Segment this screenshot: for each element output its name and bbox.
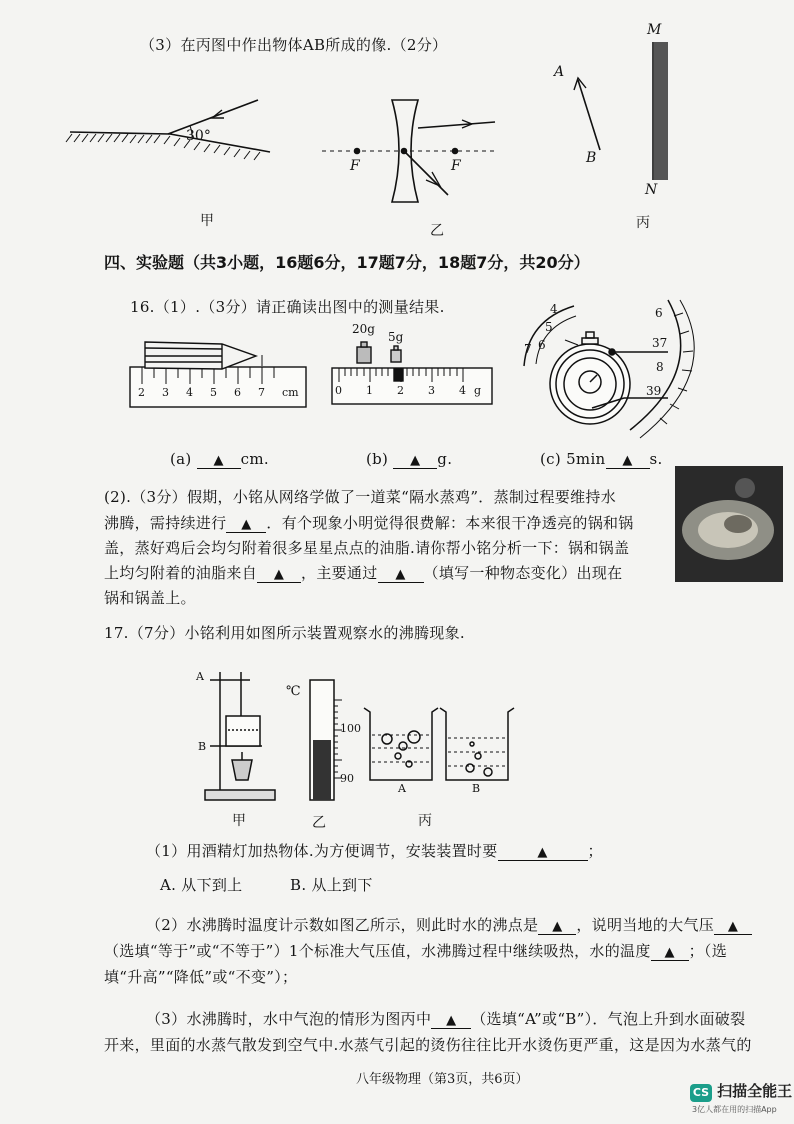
dial-big-6: 6 (655, 306, 663, 320)
mirror-n-label: N (645, 182, 658, 198)
figure-17-jia-stand (205, 672, 275, 800)
q17-option-b: B. 从上到下 (290, 876, 373, 894)
beaker-a-label: A (398, 782, 406, 795)
figure-17-yi-thermometer (310, 680, 342, 800)
figure-yi-lens (322, 100, 498, 202)
photo-steamed-chicken (675, 466, 783, 582)
q17-part1: （1）用酒精灯加热物体.为方便调节，安装装置时要 ▲ ； (146, 842, 603, 860)
point-a-label: A (554, 64, 565, 80)
camscanner-tagline: 3亿人都在用的扫描App (692, 1105, 777, 1114)
thermometer-90: 90 (340, 772, 354, 785)
focus-left-label: F (350, 158, 360, 174)
figure-label-jia: 甲 (200, 213, 214, 229)
beaker-b-label: B (472, 782, 481, 795)
weight-5g-label: 5g (388, 330, 404, 344)
answer-16c: (c) 5min ▲ s. (540, 450, 663, 468)
stand-label-b: B (198, 740, 207, 753)
q16-2-line1: (2).（3分）假期，小铭从网络学做了一道菜“隔水蒸鸡”．蒸制过程要维持水 (104, 488, 616, 506)
figure-17-label-bing: 丙 (418, 813, 432, 829)
angle-label: 30° (186, 128, 211, 144)
point-b-label: B (586, 150, 597, 166)
q17-part3-line1: （3）水沸腾时，水中气泡的情形为图丙中 ▲ （选填“A”或“B”）．气泡上升到水面破裂 (146, 1010, 746, 1028)
dial-small-5: 5 (545, 320, 553, 334)
q17-option-a: A. 从下到上 (160, 876, 243, 894)
figure-17-bing-beakers (364, 708, 514, 780)
q17-part2-line1: （2）水沸腾时温度计示数如图乙所示，则此时水的沸点是 ▲ ，说明当地的大气压 ▲ (146, 914, 752, 935)
focus-right-label: F (451, 158, 461, 174)
page-footer: 八年级物理（第3页，共6页） (356, 1072, 529, 1087)
thermometer-100: 100 (340, 722, 361, 735)
q16-2-line5: 锅和锅盖上。 (104, 589, 196, 607)
dial-small-7: 7 (524, 342, 532, 356)
figure-label-yi: 乙 (430, 223, 444, 239)
q17-part2-line2: （选填“等于”或“不等于”）1个标准大气压值，水沸腾过程中继续吸热，水的温度 ▲ ；（选 (104, 942, 728, 960)
dial-small-4: 4 (550, 302, 558, 316)
camscanner-watermark (690, 1080, 792, 1115)
question-17-intro: 17.（7分）小铭利用如图所示装置观察水的沸腾现象. (104, 624, 465, 642)
question-16-intro: 16.（1）.（3分）请正确读出图中的测量结果. (130, 298, 445, 316)
dial-small-6: 6 (538, 338, 546, 352)
answer-16a: (a) ▲ cm. (170, 450, 269, 468)
question-3-3: （3）在丙图中作出物体AB所成的像.（2分） (140, 36, 448, 54)
q16-2-line4: 上均匀附着的油脂来自 ▲ ，主要通过 ▲ （填写一种物态变化）出现在 (104, 564, 623, 582)
camscanner-name: 扫描全能王 (717, 1082, 793, 1100)
dial-big-8: 8 (656, 360, 664, 374)
figure-16b-balance (332, 342, 492, 404)
figure-16a-ruler (130, 342, 306, 407)
figure-17-label-jia: 甲 (232, 813, 246, 829)
camscanner-logo: CS (690, 1084, 712, 1102)
weight-20g-label: 20g (352, 322, 375, 336)
q17-part2-line3: 填“升高”“降低”或“不变”）； (104, 968, 298, 986)
q17-part3-line2: 开来，里面的水蒸气散发到空气中.水蒸气引起的烫伤往往比开水烫伤更严重，这是因为水蒸气的 (104, 1036, 752, 1054)
stand-label-a: A (196, 670, 204, 683)
figure-17-label-yi: 乙 (312, 815, 326, 831)
figure-label-bing: 丙 (636, 215, 650, 231)
answer-16b: (b) ▲ g. (366, 450, 453, 468)
dial-big-37: 37 (652, 336, 668, 350)
dial-big-39: 39 (646, 384, 662, 398)
mirror-m-label: M (647, 22, 662, 38)
q16-2-line2: 沸腾，需持续进行 ▲ ．有个现象小明觉得很费解：本来很干净透亮的锅和锅 (104, 514, 634, 532)
figure-jia-mirror (66, 100, 270, 160)
q16-2-line3: 盖，蒸好鸡后会均匀附着很多星星点点的油脂.请你帮小铭分析一下：锅和锅盖 (104, 539, 630, 557)
celsius-label: ℃ (286, 684, 301, 699)
section-4-title: 四、实验题（共3小题，16题6分，17题7分，18题7分，共20分） (104, 253, 590, 272)
